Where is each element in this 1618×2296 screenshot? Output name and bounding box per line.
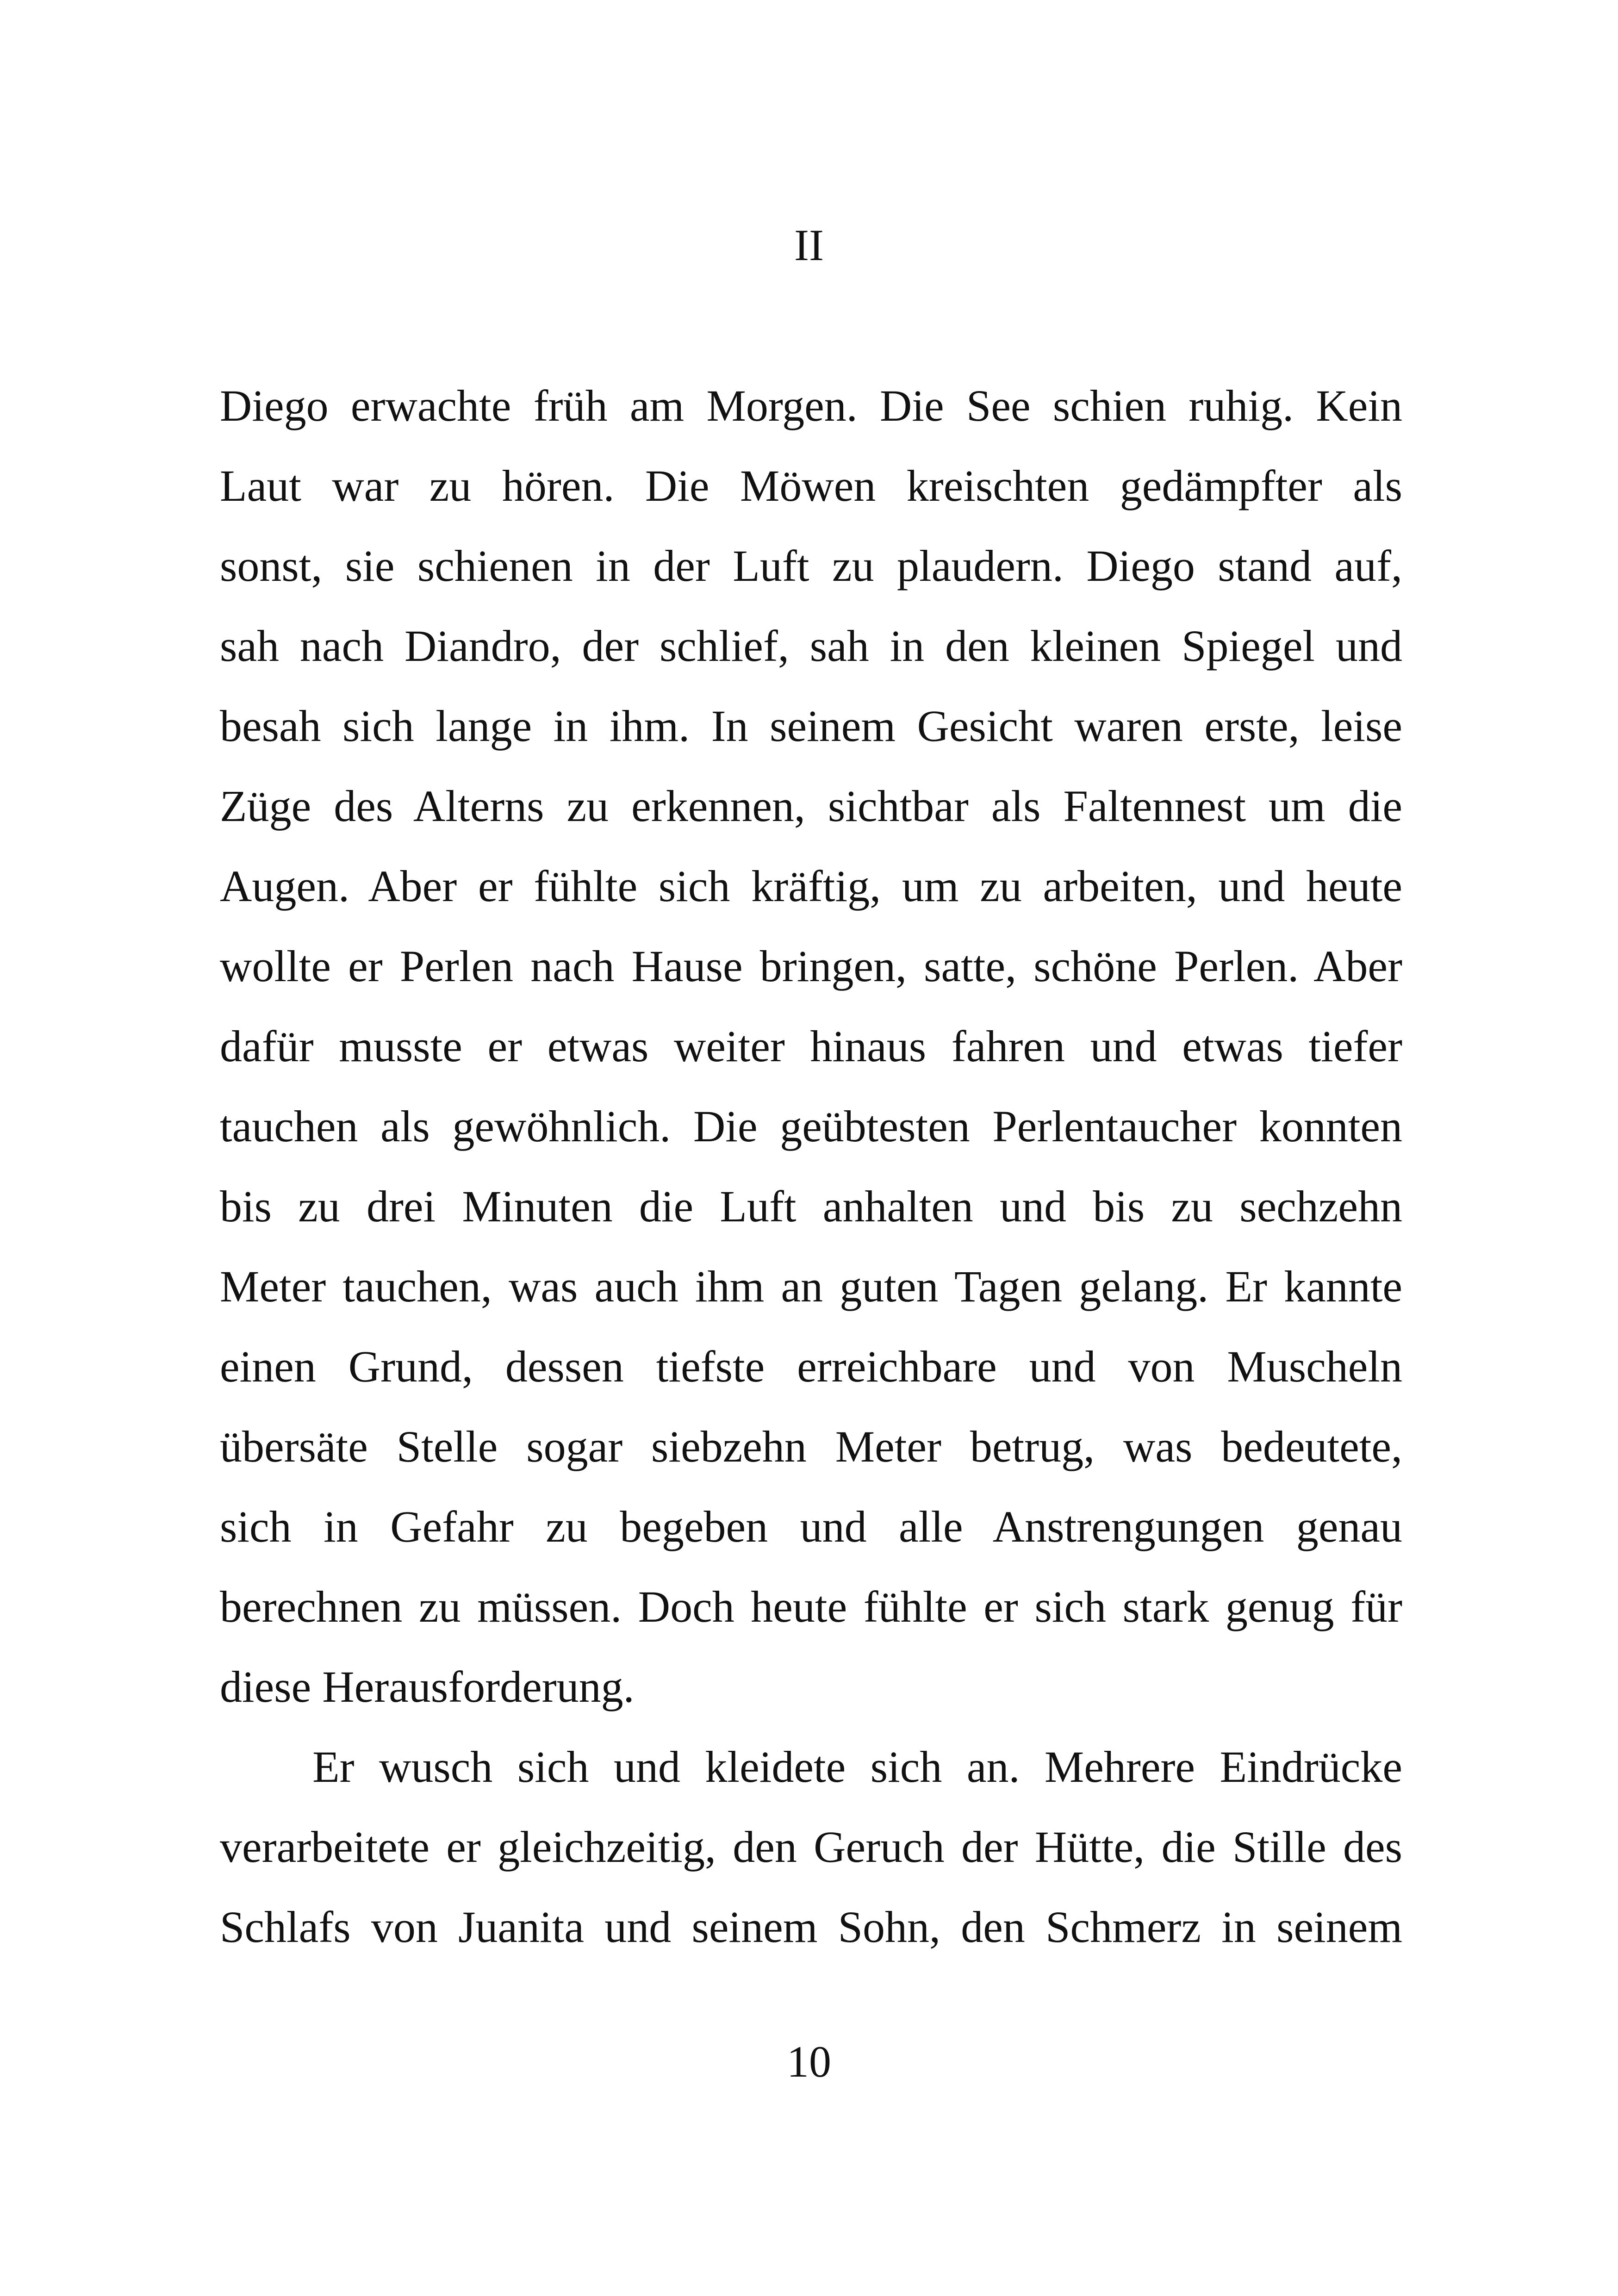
text-line: besah sich lange in ihm. In seinem Gesicht waren erste, leise [220,701,1402,751]
text-line: tauchen als gewöhnlich. Die geübtesten Perlentaucher konnten [220,1101,1402,1151]
text-line: verarbeitete er gleichzeitig, den Geruch der Hütte, die Stille des [220,1822,1402,1872]
text-line: Schlafs von Juanita und seinem Sohn, den Schmerz in seinem [220,1902,1402,1952]
text-line: Laut war zu hören. Die Möwen kreischten gedämpfter als [220,461,1402,510]
paragraph-start-line: Er wusch sich und kleidete sich an. Mehrere Eindrücke [312,1742,1402,1792]
page-number: 10 [787,2037,831,2086]
text-line: Züge des Alterns zu erkennen, sichtbar als Faltennest um die [220,781,1402,831]
text-line: übersäte Stelle sogar siebzehn Meter betrug, was bedeutete, [220,1422,1402,1471]
text-line: sah nach Diandro, der schlief, sah in den kleinen Spiegel und [220,621,1402,671]
text-line: bis zu drei Minuten die Luft anhalten und bis zu sechzehn [220,1182,1402,1231]
text-line: dafür musste er etwas weiter hinaus fahren und etwas tiefer [220,1021,1402,1071]
text-line: berechnen zu müssen. Doch heute fühlte er sich stark genug für [220,1582,1402,1631]
text-line: Meter tauchen, was auch ihm an guten Tagen gelang. Er kannte [220,1262,1402,1311]
body-text [220,366,1402,1967]
text-line: Diego erwachte früh am Morgen. Die See schien ruhig. Kein [220,381,1402,430]
text-line: sonst, sie schienen in der Luft zu plaudern. Diego stand auf, [220,541,1402,591]
chapter-heading: II [794,220,824,270]
text-line: wollte er Perlen nach Hause bringen, satte, schöne Perlen. Aber [220,941,1402,991]
text-line: Augen. Aber er fühlte sich kräftig, um zu arbeiten, und heute [220,861,1402,911]
text-line: einen Grund, dessen tiefste erreichbare und von Muscheln [220,1342,1402,1391]
text-line: diese Herausforderung. [220,1662,635,1711]
text-line: sich in Gefahr zu begeben und alle Anstrengungen genau [220,1502,1402,1551]
